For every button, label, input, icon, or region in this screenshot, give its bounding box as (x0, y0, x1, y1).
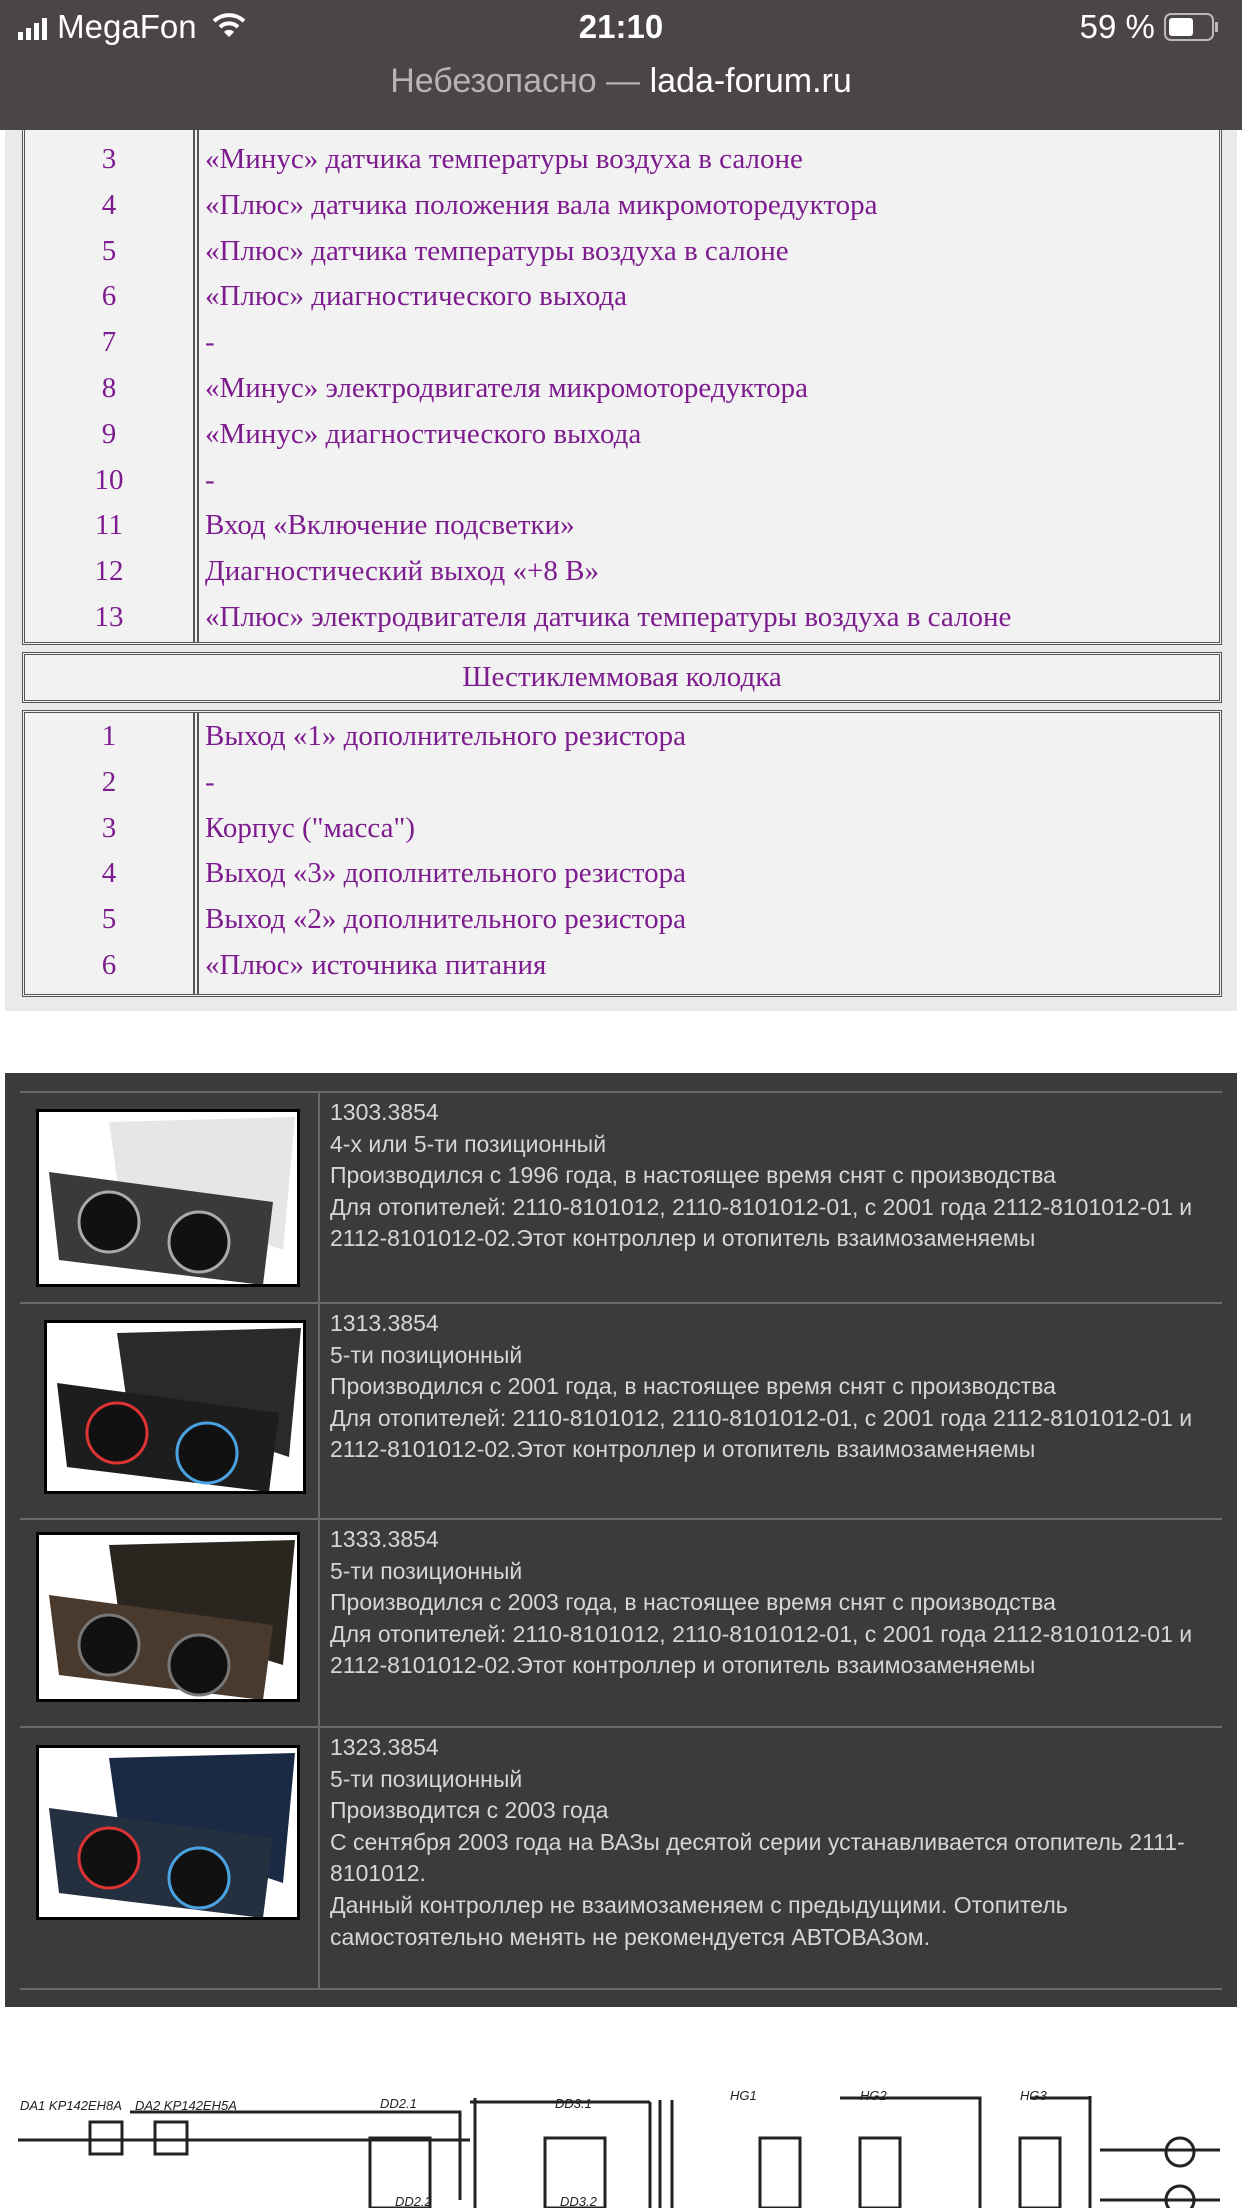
controller-model: 1323.3854 (330, 1734, 439, 1760)
pin-description: «Минус» электродвигателя микромоторедуктора (205, 372, 808, 404)
table-row (25, 228, 1219, 274)
pin-description: Корпус ("масса") (205, 811, 416, 844)
address-bar[interactable] (0, 62, 1242, 101)
svg-text:DD2.2: DD2.2 (395, 2194, 432, 2208)
battery-status (1080, 8, 1220, 49)
svg-text:DD3.2: DD3.2 (560, 2194, 597, 2208)
pin-description: Выход «1» дополнительного резистора (205, 720, 686, 752)
section-title: Шестиклеммовая колодка (22, 652, 1222, 703)
controller-row (20, 1726, 1222, 1988)
pin-description: - (205, 463, 215, 496)
url-separator: — (606, 62, 641, 100)
pin-description: «Плюс» датчика положения вала микромоторедуктора (205, 188, 878, 221)
table-row (25, 548, 1219, 594)
table-row (25, 594, 1219, 640)
pin-description: Выход «3» дополнительного резистора (205, 857, 686, 890)
pin-description: Выход «2» дополнительного резистора (205, 903, 686, 936)
controller-description (330, 1524, 1210, 1682)
table-row (25, 136, 1219, 182)
column-divider (318, 1091, 320, 1988)
controller-row (20, 1091, 1222, 1302)
table-row (25, 942, 1219, 988)
pin-number: 5 (101, 234, 117, 267)
security-warning: Небезопасно (390, 62, 597, 100)
pin-description: «Плюс» источника питания (205, 949, 547, 981)
controller-photo (36, 1745, 300, 1920)
controller-model: 1303.3854 (330, 1099, 439, 1125)
pin-number: 12 (94, 555, 124, 588)
browser-header (0, 0, 1242, 130)
table-row (25, 759, 1219, 805)
controller-info-line: 5-ти позиционный (330, 1341, 523, 1368)
clock: 21:10 (578, 8, 664, 45)
table-row (25, 713, 1219, 759)
pin-number: 1 (101, 720, 117, 752)
controller-info-line: Производится с 2003 года (330, 1797, 609, 1824)
pin-description: - (205, 326, 215, 359)
battery-icon (1164, 11, 1220, 49)
controller-row (20, 1518, 1222, 1726)
pin-number: 5 (101, 903, 117, 936)
svg-text:DA2 KP142EH5A: DA2 KP142EH5A (135, 2098, 237, 2113)
svg-text:DD3.1: DD3.1 (555, 2096, 592, 2111)
controller-info-line: Для отопителей: 2110-8101012, 2110-8101012-01, с 2001 года 2112-8101012-01 и 2112-8101012-02.Этот контроллер и отопитель взаимозаменяемы (330, 1193, 1193, 1252)
pinout-section-2 (22, 710, 1222, 997)
pin-number: 3 (101, 143, 117, 175)
pin-number: 9 (101, 417, 117, 450)
table-bottom-border (20, 1988, 1222, 1990)
table-row (25, 457, 1219, 503)
pin-number: 3 (101, 811, 117, 844)
table-row (25, 273, 1219, 319)
controller-info-line: Производился с 1996 года, в настоящее время снят с производства (330, 1162, 1056, 1189)
table-row (25, 896, 1219, 942)
controller-info-line: Для отопителей: 2110-8101012, 2110-8101012-01, с 2001 года 2112-8101012-01 и 2112-8101012-02.Этот контроллер и отопитель взаимозаменяемы (330, 1620, 1193, 1679)
pin-number: 8 (101, 372, 117, 404)
controller-description (330, 1308, 1210, 1466)
controller-description (330, 1732, 1210, 1953)
battery-percent: 59 % (1079, 8, 1155, 45)
controller-info-line: 4-х или 5-ти позиционный (330, 1130, 607, 1157)
pinout-section-1 (22, 90, 1222, 645)
controllers-table (5, 1073, 1237, 2007)
pin-description: «Плюс» диагностического выхода (205, 280, 628, 313)
controller-info-line: Для отопителей: 2110-8101012, 2110-8101012-01, с 2001 года 2112-8101012-01 и 2112-8101012-02.Этот контроллер и отопитель взаимозаменяемы (330, 1404, 1193, 1463)
controller-photo (44, 1320, 306, 1494)
controller-model: 1333.3854 (330, 1526, 439, 1552)
table-row (25, 411, 1219, 457)
pin-number: 4 (101, 857, 117, 890)
pin-number: 7 (101, 326, 117, 359)
table-row (25, 850, 1219, 896)
svg-text:DD2.1: DD2.1 (380, 2096, 417, 2111)
pin-number: 11 (95, 509, 123, 542)
pin-description: «Минус» диагностического выхода (205, 417, 642, 450)
url-domain: lada-forum.ru (649, 62, 852, 100)
controller-description (330, 1097, 1210, 1255)
svg-text:HG3: HG3 (1020, 2088, 1047, 2103)
pin-description: - (205, 765, 215, 798)
pin-number: 6 (101, 949, 117, 981)
svg-text:DA1 KP142EH8A: DA1 KP142EH8A (20, 2098, 122, 2113)
pinout-table (5, 90, 1237, 1011)
controller-info-line: 5-ти позиционный (330, 1765, 523, 1792)
pin-description: «Плюс» датчика температуры воздуха в салоне (205, 234, 789, 267)
pin-description: Диагностический выход «+8 В» (205, 555, 599, 588)
pin-number: 13 (94, 601, 124, 633)
controller-info-line: С сентября 2003 года на ВАЗы десятой серии устанавливается отопитель 2111-8101012. (330, 1828, 1185, 1887)
controller-info-line: Производился с 2003 года, в настоящее время снят с производства (330, 1589, 1056, 1616)
table-row (25, 805, 1219, 851)
controller-info-line: Данный контроллер не взаимозаменяем с предыдущими. Отопитель самостоятельно менять не рекомендуется АВТОВАЗом. (330, 1891, 1068, 1950)
controller-row (20, 1302, 1222, 1518)
carrier-name: MegaFon (57, 8, 197, 45)
circuit-schematic (0, 2060, 1242, 2208)
controller-model: 1313.3854 (330, 1310, 439, 1336)
controller-info-line: Производился с 2001 года, в настоящее время снят с производства (330, 1373, 1056, 1400)
controller-info-line: 5-ти позиционный (330, 1557, 523, 1584)
controller-photo (36, 1532, 300, 1702)
svg-text:HG2: HG2 (860, 2088, 887, 2103)
pin-description: «Минус» датчика температуры воздуха в салоне (205, 143, 803, 175)
pin-description: Вход «Включение подсветки» (205, 509, 575, 542)
svg-text:HG1: HG1 (730, 2088, 757, 2103)
table-row (25, 182, 1219, 228)
pin-number: 10 (94, 463, 124, 496)
pin-number: 2 (101, 765, 117, 798)
controller-photo (36, 1109, 300, 1287)
pin-number: 6 (101, 280, 117, 313)
table-row (25, 365, 1219, 411)
pin-number: 4 (101, 188, 117, 221)
pin-description: «Плюс» электродвигателя датчика температуры воздуха в салоне (205, 601, 1012, 633)
table-row (25, 502, 1219, 548)
table-row (25, 319, 1219, 365)
